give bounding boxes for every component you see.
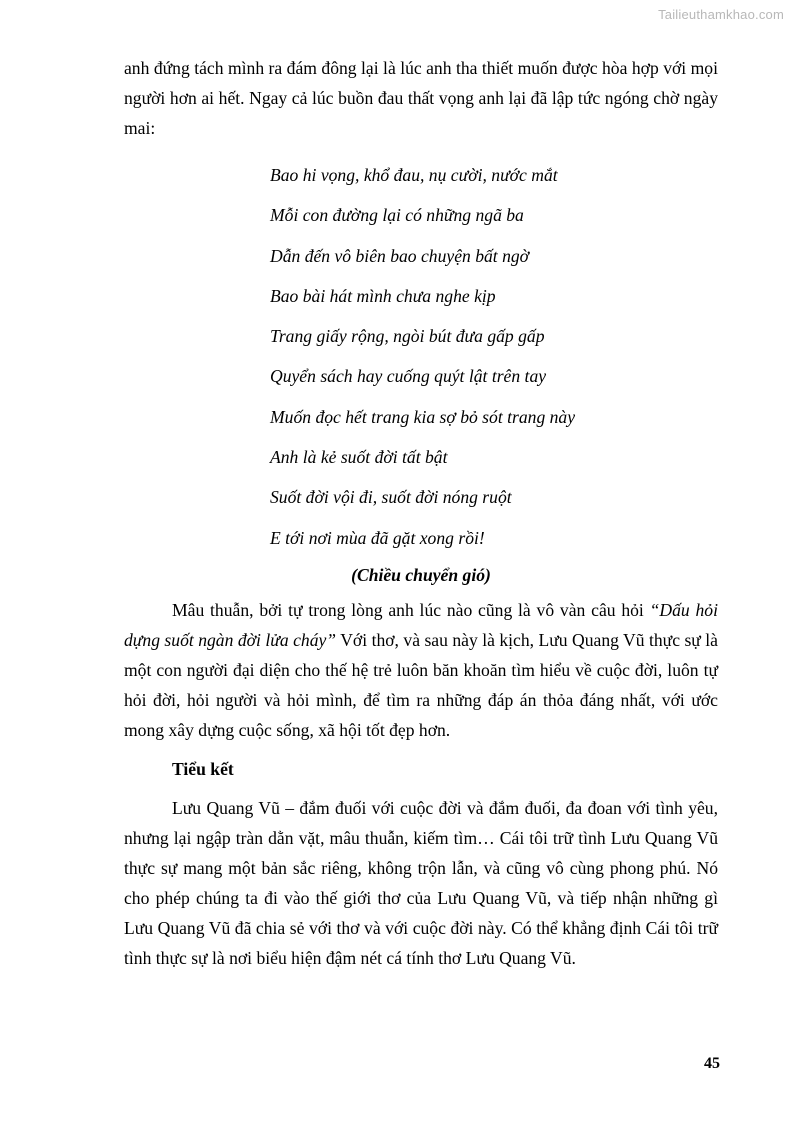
body-paragraph-conclusion: Lưu Quang Vũ – đắm đuối với cuộc đời và đắm đuối, đa đoan với tình yêu, nhưng lại ngập tràn dằn vặt, mâu thuẫn, kiếm tìm… Cái tôi trữ tình Lưu Quang Vũ thực sự mang một bản sắc riêng, không trộn lẫn, và cũng vô cùng phong phú. Nó cho phép chúng ta đi vào thế giới thơ của Lưu Quang Vũ, và tiếp nhận những gì Lưu Quang Vũ đã chia sẻ với thơ và với cuộc đời này. Có thể khẳng định Cái tôi trữ tình thực sự là nơi biểu hiện đậm nét cá tính thơ Lưu Quang Vũ. <box>124 797 718 968</box>
poem-line: Bao hi vọng, khổ đau, nụ cười, nước mắt <box>270 165 558 185</box>
poem-line: Muốn đọc hết trang kia sợ bỏ sót trang này <box>270 406 576 427</box>
poem-source: (Chiều chuyển gió) <box>351 564 491 585</box>
poem-line: Trang giấy rộng, ngòi bút đưa gấp gấp <box>270 326 545 347</box>
poem-line: Anh là kẻ suốt đời tất bật <box>270 447 448 468</box>
section-heading: Tiểu kết <box>172 758 234 779</box>
page-body <box>124 53 718 973</box>
poem-line: Dẫn đến vô biên bao chuyện bất ngờ <box>270 245 530 266</box>
paragraph-text: Mâu thuẫn, bởi tự trong lòng anh lúc nào cũng là vô vàn câu hỏi <box>172 599 650 620</box>
intro-paragraph: anh đứng tách mình ra đám đông lại là lúc anh tha thiết muốn được hòa hợp với mọi người hơn ai hết. Ngay cả lúc buồn đau thất vọng anh lại đã lập tức ngóng chờ ngày mai: <box>124 58 718 138</box>
poem-line: Suốt đời vội đi, suốt đời nóng ruột <box>270 487 512 508</box>
page-number: 45 <box>704 1055 720 1072</box>
quoted-verse: “Dấu hỏi dựng suốt ngàn đời lửa cháy” <box>124 599 718 650</box>
poem <box>270 155 718 558</box>
poem-line: Bao bài hát mình chưa nghe kịp <box>270 285 496 306</box>
paragraph-text: Với thơ, và sau này là kịch, Lưu Quang Vũ thực sự là một con người đại diện cho thế hệ trẻ luôn băn khoăn tìm hiểu về cuộc đời, luôn tự hỏi đời, hỏi người và hỏi mình, để tìm ra những đáp án thỏa đáng nhất, với ước mong xây dựng cuộc sống, xã hội tốt đẹp hơn. <box>124 629 718 740</box>
poem-line: E tới nơi mùa đã gặt xong rồi! <box>270 527 485 548</box>
poem-line: Mỗi con đường lại có những ngã ba <box>270 205 524 226</box>
watermark: Tailieuthamkhao.com <box>658 7 784 22</box>
poem-line: Quyển sách hay cuống quýt lật trên tay <box>270 366 547 387</box>
body-paragraph-contradiction <box>124 595 718 745</box>
